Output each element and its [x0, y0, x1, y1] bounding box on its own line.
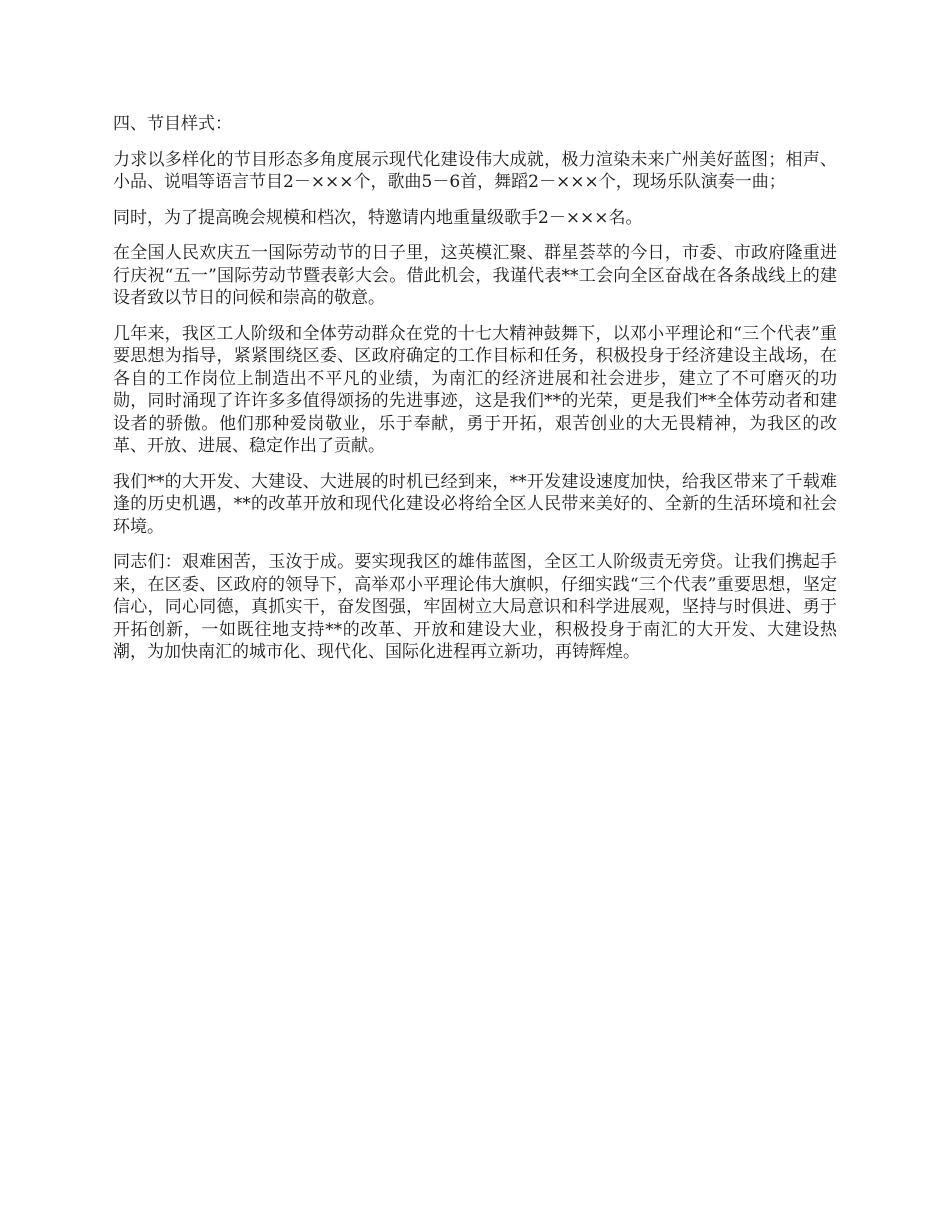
- paragraph-opportunity: 我们**的大开发、大建设、大进展的时机已经到来，**开发建设速度加快，给我区带来了千载难逢的历史机遇，**的改革开放和现代化建设必将给全区人民带来美好的、全新的生活环境和社会环境。: [113, 471, 837, 537]
- paragraph-may-day-greeting: 在全国人民欢庆五一国际劳动节的日子里，这英模汇聚、群星荟萃的今日，市委、市政府隆重进行庆祝“五一”国际劳动节暨表彰大会。借此机会，我谨代表**工会向全区奋战在各条战线上的建设者致以节日的问候和崇高的敬意。: [113, 243, 837, 308]
- section-heading: 四、节目样式：: [113, 114, 232, 134]
- paragraph-program-forms: 力求以多样化的节目形态多角度展示现代化建设伟大成就，极力渲染未来广州美好蓝图；相声、小品、说唱等语言节目2－×××个，歌曲5－6首，舞蹈2－×××个，现场乐队演奏一曲；: [113, 149, 837, 192]
- document-body: [113, 113, 837, 677]
- paragraph-call-to-action: 同志们：艰难困苦，玉汝于成。要实现我区的雄伟蓝图，全区工人阶级责无旁贷。让我们携起手来，在区委、区政府的领导下，高举邓小平理论伟大旗帜，仔细实践“三个代表”重要思想，坚定信心，同心同德，真抓实干，奋发图强，牢固树立大局意识和科学进展观，坚持与时俱进、勇于开拓创新，一如既往地支持**的改革、开放和建设大业，积极投身于南汇的大开发、大建设热潮，为加快南汇的城市化、现代化、国际化进程再立新功，再铸辉煌。: [113, 552, 837, 662]
- paragraph-invited-singers: 同时，为了提高晚会规模和档次，特邀请内地重量级歌手2－×××名。: [113, 207, 643, 228]
- paragraph-achievements: 几年来，我区工人阶级和全体劳动群众在党的十七大精神鼓舞下，以邓小平理论和“三个代表”重要思想为指导，紧紧围绕区委、区政府确定的工作目标和任务，积极投身于经济建设主战场，在各自的工作岗位上制造出不平凡的业绩，为南汇的经济进展和社会进步，建立了不可磨灭的功勋，同时涌现了许许多多值得颂扬的先进事迹，这是我们**的光荣，更是我们**全体劳动者和建设者的骄傲。他们那种爱岗敬业，乐于奉献，勇于开拓，艰苦创业的大无畏精神，为我区的改革、开放、进展、稳定作出了贡献。: [113, 323, 837, 456]
